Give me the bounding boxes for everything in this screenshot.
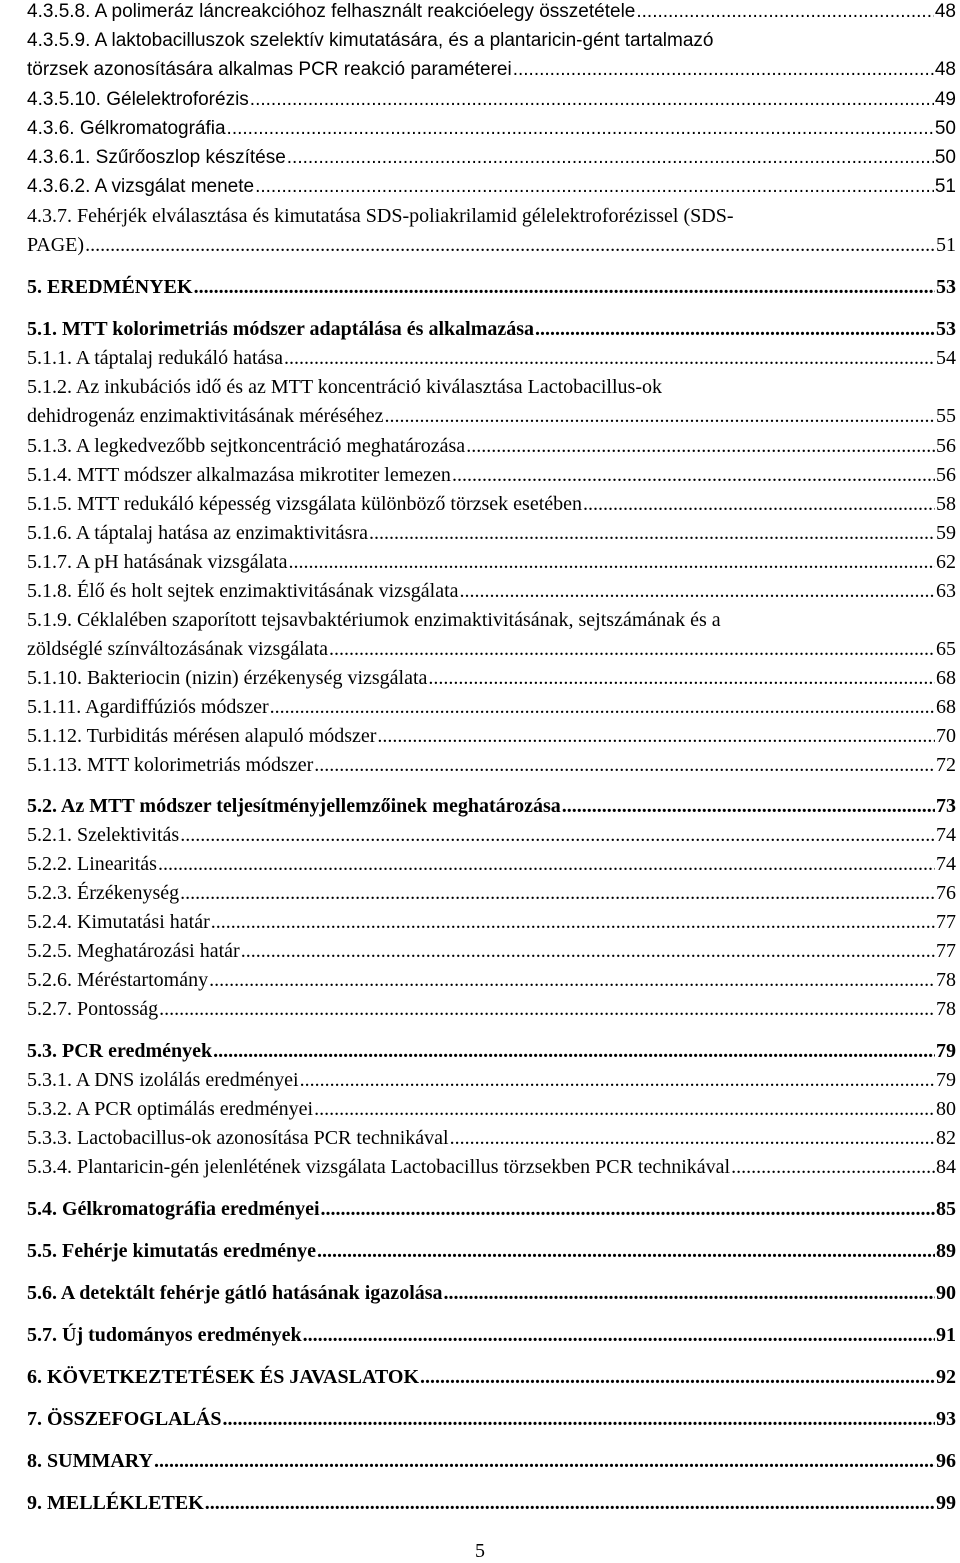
dot-leader [158,854,935,874]
toc-entry-page: 51 [934,176,956,197]
toc-entry[interactable] [0,348,956,368]
toc-entry[interactable] [0,726,956,746]
toc-entry-title: 5.1.5. MTT redukáló képesség vizsgálata különböző törzsek esetében [27,493,583,515]
toc-entry-page: 79 [936,1069,956,1091]
toc-entry-title: 5.2.5. Meghatározási határ [27,940,240,962]
toc-entry[interactable] [0,1325,956,1345]
toc-entry[interactable] [0,277,956,297]
toc-entry[interactable] [0,1128,956,1148]
toc-entry-page: 53 [936,276,956,298]
toc-entry-title: 5.1.12. Turbiditás mérésen alapuló módszer [27,725,377,747]
toc-entry[interactable] [0,1283,956,1303]
toc-entry[interactable] [0,377,956,426]
dot-leader [180,825,935,845]
toc-entry[interactable] [0,148,956,168]
dot-leader [159,999,935,1019]
toc-entry-title: 4.3.6.1. Szűrőoszlop készítése [27,147,286,168]
toc-entry[interactable] [0,31,956,80]
dot-leader [300,1070,935,1090]
toc-entry-page: 55 [936,405,956,427]
toc-entry-page: 68 [936,667,956,689]
toc-entry-title: 5.7. Új tudományos eredmények [27,1324,302,1346]
toc-entry[interactable] [0,941,956,961]
toc-entry-page: 77 [936,911,956,933]
toc-entry-title-first-line: 5.1.2. Az inkubációs idő és az MTT koncentráció kiválasztása Lactobacillus-ok [27,376,662,398]
toc-entry[interactable] [0,552,956,572]
toc-entry-page: 48 [934,59,956,80]
toc-entry[interactable] [0,1451,956,1471]
dot-leader [227,119,934,139]
toc-entry[interactable] [0,1099,956,1119]
toc-entry-title: 6. KÖVETKEZTETÉSEK ÉS JAVASLATOK [27,1366,420,1388]
dot-leader [452,465,935,485]
toc-entry-title: 5.3.3. Lactobacillus-ok azonosítása PCR technikával [27,1127,449,1149]
dot-leader [211,912,935,932]
toc-entry-page: 70 [936,725,956,747]
toc-entry-page: 85 [936,1198,956,1220]
toc-entry-title: 5.1.4. MTT módszer alkalmazása mikrotiter lemezen [27,464,451,486]
toc-entry-page: 99 [936,1492,956,1514]
toc-entry-title: 5.1.1. A táptalaj redukáló hatása [27,347,284,369]
toc-entry-title-first-line: 4.3.7. Fehérjék elválasztása és kimutatása SDS-poliakrilamid gélelektroforézissel (SDS- [27,205,734,227]
toc-entry-title: 5.1.6. A táptalaj hatása az enzimaktivitásra [27,522,368,544]
toc-entry-page: 51 [936,234,956,256]
dot-leader [466,436,935,456]
toc-entry-page: 73 [936,795,956,817]
toc-entry-title: 8. SUMMARY [27,1450,153,1472]
toc-entry-title: 5.6. A detektált fehérje gátló hatásának igazolása [27,1282,443,1304]
toc-entry-title: 5.3.1. A DNS izolálás eredményei [27,1069,299,1091]
dot-leader [284,348,935,368]
toc-entry-page: 72 [936,754,956,776]
toc-entry-page: 49 [934,89,956,110]
toc-entry[interactable] [0,1367,956,1387]
toc-entry[interactable] [0,119,956,139]
toc-entry-page: 54 [936,347,956,369]
toc-entry-page: 89 [936,1240,956,1262]
toc-entry-title-first-line: 4.3.5.9. A laktobacilluszok szelektív kimutatására, és a plantaricin-gént tartalmazó [27,30,714,51]
toc-entry-page: 68 [936,696,956,718]
toc-entry[interactable] [0,755,956,775]
toc-entry[interactable] [0,854,956,874]
toc-entry[interactable] [0,206,956,255]
toc-entry[interactable] [0,581,956,601]
dot-leader [583,494,935,514]
toc-entry[interactable] [0,465,956,485]
dot-leader [289,552,936,572]
toc-entry[interactable] [0,2,956,22]
toc-entry[interactable] [0,999,956,1019]
dot-leader [428,668,935,688]
toc-entry[interactable] [0,1070,956,1090]
toc-entry-title: 5.1.7. A pH hatásának vizsgálata [27,551,288,573]
toc-entry-title: 5.2.7. Pontosság [27,998,159,1020]
toc-entry-title: 5.4. Gélkromatográfia eredményei [27,1198,320,1220]
toc-entry[interactable] [0,1493,956,1513]
toc-entry-title: 5.1. MTT kolorimetriás módszer adaptálása és alkalmazása [27,318,535,340]
toc-entry-title: 5.2.3. Érzékenység [27,882,180,904]
toc-entry-page: 79 [936,1040,956,1062]
toc-entry-title: 5.3.4. Plantaricin-gén jelenlétének vizsgálata Lactobacillus törzsekben PCR technikával [27,1156,731,1178]
toc-entry[interactable] [0,668,956,688]
toc-entry-page: 77 [936,940,956,962]
toc-entry[interactable] [0,970,956,990]
toc-entry[interactable] [0,610,956,659]
dot-leader [223,1409,935,1429]
toc-entry-title: 5.3.2. A PCR optimálás eredményei [27,1098,314,1120]
toc-entry-title: zöldséglé színváltozásának vizsgálata [27,638,328,660]
toc-entry[interactable] [0,825,956,845]
toc-entry-title: 5.2. Az MTT módszer teljesítményjellemzőinek meghatározása [27,795,561,817]
toc-entry[interactable] [0,177,956,197]
toc-entry-title: 4.3.5.8. A polimeráz láncreakcióhoz felhasznált reakcióelegy összetétele [27,1,636,22]
dot-leader [270,697,935,717]
toc-entry-title: 4.3.6.2. A vizsgálat menete [27,176,255,197]
toc-entry-title: 5.1.13. MTT kolorimetriás módszer [27,754,314,776]
toc-entry-page: 80 [936,1098,956,1120]
toc-entry-page: 50 [934,118,956,139]
toc-entry[interactable] [0,1157,956,1177]
toc-entry[interactable] [0,1041,956,1061]
dot-leader [450,1128,935,1148]
toc-entry-page: 93 [936,1408,956,1430]
toc-entry-page: 82 [936,1127,956,1149]
dot-leader [303,1325,935,1345]
toc-entry-title-first-line: 5.1.9. Céklalében szaporított tejsavbaktériumok enzimaktivitásának, sejtszámának és a [27,609,721,631]
dot-leader [369,523,935,543]
toc-entry-title: 7. ÖSSZEFOGLALÁS [27,1408,222,1430]
toc-entry-page: 74 [936,853,956,875]
toc-entry[interactable] [0,1199,956,1219]
toc-entry-title: 5.1.11. Agardiffúziós módszer [27,696,269,718]
toc-entry[interactable] [0,912,956,932]
dot-leader [535,319,935,339]
toc-entry[interactable] [0,796,956,816]
toc-entry-title: 5.2.6. Méréstartomány [27,969,209,991]
toc-entry-page: 56 [936,464,956,486]
toc-entry-title: 9. MELLÉKLETEK [27,1492,204,1514]
toc-entry-page: 74 [936,824,956,846]
dot-leader [377,726,935,746]
dot-leader [205,1493,935,1513]
toc-entry-page: 48 [934,1,956,22]
dot-leader [180,883,935,903]
toc-entry[interactable] [0,697,956,717]
dot-leader [209,970,935,990]
dot-leader [385,406,936,426]
dot-leader [241,941,935,961]
toc-entry-title: 4.3.6. Gélkromatográfia [27,118,226,139]
toc-entry-title: 5.2.4. Kimutatási határ [27,911,210,933]
toc-entry-page: 53 [936,318,956,340]
toc-entry[interactable] [0,523,956,543]
toc-entry-page: 96 [936,1450,956,1472]
dot-leader [314,1099,935,1119]
toc-entry-page: 92 [936,1366,956,1388]
toc-entry-title: 5.2.2. Linearitás [27,853,157,875]
dot-leader [562,796,935,816]
toc-entry-page: 58 [936,493,956,515]
toc-entry-title: 5.2.1. Szelektivitás [27,824,180,846]
toc-entry-title: 5.1.8. Élő és holt sejtek enzimaktivitásának vizsgálata [27,580,459,602]
toc-entry-page: 90 [936,1282,956,1304]
toc-entry-page: 50 [934,147,956,168]
dot-leader [636,2,934,22]
toc-entry-page: 84 [936,1156,956,1178]
dot-leader [194,277,935,297]
toc-entry-title: 5.3. PCR eredmények [27,1040,213,1062]
dot-leader [329,639,935,659]
toc-entry[interactable] [0,1241,956,1261]
toc-entry[interactable] [0,319,956,339]
dot-leader [321,1199,935,1219]
dot-leader [513,60,934,80]
toc-entry[interactable] [0,90,956,110]
toc-entry-title: 5. EREDMÉNYEK [27,276,193,298]
dot-leader [85,235,935,255]
toc-entry-title: 4.3.5.10. Gélelektroforézis [27,89,249,110]
toc-entry[interactable] [0,494,956,514]
toc-entry-page: 65 [936,638,956,660]
toc-entry-title: törzsek azonosítására alkalmas PCR reakció paraméterei [27,59,512,80]
page-number: 5 [475,1540,485,1562]
dot-leader [213,1041,935,1061]
toc-entry-title: dehidrogenáz enzimaktivitásának méréséhez [27,405,384,427]
dot-leader [444,1283,935,1303]
toc-entry[interactable] [0,1409,956,1429]
toc-entry-page: 59 [936,522,956,544]
toc-entry-page: 56 [936,435,956,457]
dot-leader [731,1157,935,1177]
toc-entry-page: 78 [936,969,956,991]
toc-entry-title: 5.1.10. Bakteriocin (nizin) érzékenység vizsgálata [27,667,428,689]
toc-entry-page: 91 [936,1324,956,1346]
dot-leader [255,177,934,197]
dot-leader [420,1367,935,1387]
toc-entry[interactable] [0,883,956,903]
toc-entry-title: 5.1.3. A legkedvezőbb sejtkoncentráció meghatározása [27,435,466,457]
dot-leader [460,581,935,601]
dot-leader [314,755,935,775]
toc-entry-page: 62 [936,551,956,573]
dot-leader [250,90,934,110]
toc-entry-page: 63 [936,580,956,602]
toc-entry-page: 76 [936,882,956,904]
dot-leader [154,1451,935,1471]
toc-entry-title: 5.5. Fehérje kimutatás eredménye [27,1240,317,1262]
toc-entry-page: 78 [936,998,956,1020]
dot-leader [287,148,934,168]
toc-entry[interactable] [0,436,956,456]
toc-entry-title: PAGE) [27,234,85,256]
dot-leader [317,1241,935,1261]
